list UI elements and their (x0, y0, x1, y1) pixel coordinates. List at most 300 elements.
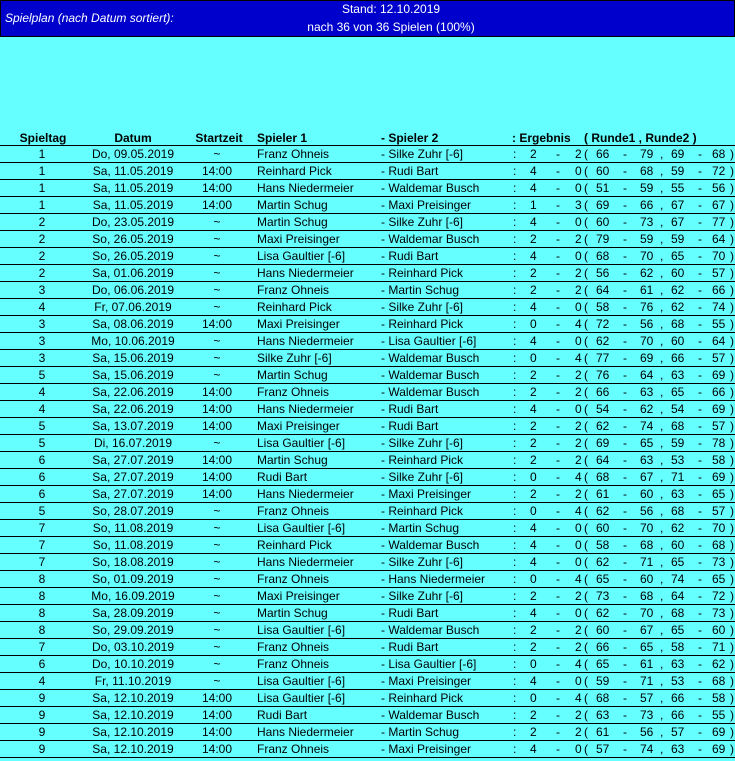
separator: ( (584, 572, 588, 586)
runde1-home: 73 (596, 589, 610, 603)
runde1-away: 56 (640, 504, 654, 518)
runde2-home: 66 (671, 691, 685, 705)
runde1-away: 70 (640, 334, 654, 348)
separator: - (623, 283, 627, 297)
separator: - (556, 521, 560, 535)
ergebnis-away: 4 (575, 470, 582, 484)
spieler1-cell: Silke Zuhr [-6] (257, 351, 332, 365)
ergebnis-away: 2 (575, 368, 582, 382)
runde1-home: 60 (596, 164, 610, 178)
runde1-away: 68 (640, 164, 654, 178)
runde2-away: 69 (712, 742, 726, 756)
separator: : (513, 283, 517, 297)
separator: ) (730, 334, 734, 348)
ergebnis-away: 2 (575, 623, 582, 637)
runde2-away: 65 (712, 487, 726, 501)
runde1-home: 58 (596, 300, 610, 314)
separator: - (698, 351, 702, 365)
separator: - (623, 572, 627, 586)
startzeit-cell: 14:00 (201, 725, 233, 739)
datum-cell: So, 11.08.2019 (92, 538, 174, 552)
spieler1-cell: Reinhard Pick (257, 164, 332, 178)
separator: ) (730, 300, 734, 314)
separator: , (660, 742, 664, 756)
separator: - (698, 470, 702, 484)
ergebnis-home: 0 (530, 317, 537, 331)
separator: - (698, 147, 702, 161)
stand-date: Stand: 12.10.2019 (341, 2, 441, 16)
separator: , (660, 538, 664, 552)
separator: - (623, 198, 627, 212)
startzeit-cell: ~ (213, 436, 221, 450)
runde1-away: 67 (640, 470, 654, 484)
separator: : (513, 725, 517, 739)
separator: ) (730, 232, 734, 246)
separator: , (660, 572, 664, 586)
separator: : (513, 317, 517, 331)
table-row (0, 656, 735, 673)
separator: : (513, 181, 517, 195)
datum-cell: Do, 03.10.2019 (91, 640, 175, 654)
spieler2-cell: - Waldemar Busch (381, 385, 480, 399)
spieler1-cell: Lisa Gaultier [-6] (257, 436, 346, 450)
separator: ( (584, 555, 588, 569)
separator: - (623, 742, 627, 756)
col-header-runden: ( Runde1 , Runde2 ) (584, 131, 697, 145)
page-title: Spielplan (nach Datum sortiert): (5, 11, 174, 25)
ergebnis-home: 2 (530, 283, 537, 297)
separator: ) (730, 538, 734, 552)
separator: : (513, 198, 517, 212)
ergebnis-home: 2 (530, 640, 537, 654)
separator: ) (730, 555, 734, 569)
separator: : (513, 436, 517, 450)
separator: - (698, 674, 702, 688)
ergebnis-home: 0 (530, 691, 537, 705)
spieler1-cell: Hans Niedermeier (257, 555, 354, 569)
runde1-away: 74 (640, 742, 654, 756)
runde2-away: 68 (712, 674, 726, 688)
spieler1-cell: Hans Niedermeier (257, 266, 354, 280)
table-row (0, 384, 735, 401)
separator: : (513, 623, 517, 637)
table-row (0, 639, 735, 656)
spieler2-cell: - Maxi Preisinger (381, 198, 472, 212)
spieler1-cell: Maxi Preisinger (257, 419, 340, 433)
separator: - (623, 504, 627, 518)
separator: , (660, 640, 664, 654)
startzeit-cell: ~ (213, 266, 221, 280)
separator: , (660, 368, 664, 382)
startzeit-cell: 14:00 (201, 708, 233, 722)
separator: - (698, 521, 702, 535)
separator: - (623, 691, 627, 705)
ergebnis-away: 2 (575, 283, 582, 297)
spieltag-cell: 7 (38, 521, 46, 535)
table-row (0, 401, 735, 418)
runde2-away: 72 (712, 589, 726, 603)
separator: - (698, 419, 702, 433)
spieltag-cell: 5 (38, 368, 46, 382)
separator: - (556, 232, 560, 246)
spieltag-cell: 7 (38, 538, 46, 552)
datum-cell: So, 28.07.2019 (92, 504, 174, 518)
ergebnis-home: 4 (530, 538, 537, 552)
table-row (0, 486, 735, 503)
separator: ) (730, 402, 734, 416)
spieler1-cell: Hans Niedermeier (257, 181, 354, 195)
separator: ( (584, 232, 588, 246)
datum-cell: Sa, 28.09.2019 (92, 606, 174, 620)
separator: : (513, 249, 517, 263)
ergebnis-away: 2 (575, 436, 582, 450)
ergebnis-away: 0 (575, 521, 582, 535)
datum-cell: So, 01.09.2019 (92, 572, 174, 586)
separator: - (623, 385, 627, 399)
spieler1-cell: Reinhard Pick (257, 300, 332, 314)
spieler1-cell: Lisa Gaultier [-6] (257, 249, 346, 263)
runde1-away: 73 (640, 215, 654, 229)
runde2-home: 59 (671, 436, 685, 450)
datum-cell: So, 29.09.2019 (92, 623, 174, 637)
runde1-home: 61 (596, 725, 610, 739)
separator: - (623, 453, 627, 467)
spieltag-cell: 9 (38, 708, 46, 722)
separator: - (623, 436, 627, 450)
spieler1-cell: Martin Schug (257, 368, 328, 382)
table-row (0, 554, 735, 571)
runde2-away: 57 (712, 266, 726, 280)
spieler1-cell: Hans Niedermeier (257, 402, 354, 416)
separator: , (660, 232, 664, 246)
separator: - (623, 487, 627, 501)
spieltag-cell: 2 (38, 232, 46, 246)
ergebnis-away: 2 (575, 640, 582, 654)
ergebnis-away: 4 (575, 691, 582, 705)
datum-cell: Sa, 11.05.2019 (92, 198, 174, 212)
ergebnis-away: 0 (575, 555, 582, 569)
runde2-away: 57 (712, 419, 726, 433)
spieltag-cell: 2 (38, 215, 46, 229)
runde1-away: 59 (640, 181, 654, 195)
ergebnis-home: 0 (530, 504, 537, 518)
runde1-home: 72 (596, 317, 610, 331)
separator: - (698, 606, 702, 620)
runde1-home: 62 (596, 334, 610, 348)
spieler2-cell: - Maxi Preisinger (381, 674, 472, 688)
datum-cell: Sa, 27.07.2019 (92, 470, 174, 484)
spieler1-cell: Franz Ohneis (257, 147, 330, 161)
separator: ) (730, 147, 734, 161)
runde2-away: 57 (712, 351, 726, 365)
ergebnis-home: 4 (530, 402, 537, 416)
col-header-spieler1: Spieler 1 (257, 131, 308, 145)
runde1-home: 69 (596, 198, 610, 212)
separator: : (513, 470, 517, 484)
separator: - (556, 623, 560, 637)
startzeit-cell: 14:00 (201, 487, 233, 501)
table-header-row (0, 130, 735, 146)
ergebnis-away: 0 (575, 215, 582, 229)
spieler2-cell: - Martin Schug (381, 725, 460, 739)
separator: - (698, 589, 702, 603)
runde1-away: 64 (640, 368, 654, 382)
separator: , (660, 419, 664, 433)
table-row (0, 503, 735, 520)
runde1-away: 59 (640, 232, 654, 246)
spieler2-cell: - Waldemar Busch (381, 232, 480, 246)
separator: , (660, 657, 664, 671)
runde2-home: 65 (671, 623, 685, 637)
spieler2-cell: - Reinhard Pick (381, 691, 464, 705)
separator: - (698, 657, 702, 671)
separator: - (556, 419, 560, 433)
startzeit-cell: 14:00 (201, 402, 233, 416)
separator: - (698, 300, 702, 314)
separator: ) (730, 436, 734, 450)
separator: : (513, 300, 517, 314)
separator: , (660, 487, 664, 501)
separator: - (556, 317, 560, 331)
runde1-away: 69 (640, 351, 654, 365)
table-row (0, 452, 735, 469)
spieltag-cell: 5 (38, 436, 46, 450)
runde1-home: 65 (596, 572, 610, 586)
separator: - (698, 198, 702, 212)
separator: ( (584, 725, 588, 739)
spieler1-cell: Hans Niedermeier (257, 487, 354, 501)
runde1-home: 58 (596, 538, 610, 552)
spieler2-cell: - Waldemar Busch (381, 538, 480, 552)
separator: - (556, 453, 560, 467)
startzeit-cell: ~ (213, 606, 221, 620)
separator: ( (584, 623, 588, 637)
spieler2-cell: - Silke Zuhr [-6] (381, 436, 464, 450)
separator: : (513, 368, 517, 382)
separator: - (698, 266, 702, 280)
runde2-home: 65 (671, 555, 685, 569)
spieler1-cell: Franz Ohneis (257, 742, 330, 756)
datum-cell: Sa, 13.07.2019 (92, 419, 174, 433)
datum-cell: Fr, 11.10.2019 (94, 674, 172, 688)
separator: - (556, 300, 560, 314)
separator: , (660, 589, 664, 603)
runde1-home: 69 (596, 436, 610, 450)
separator: ) (730, 419, 734, 433)
startzeit-cell: ~ (213, 232, 221, 246)
startzeit-cell: ~ (213, 249, 221, 263)
separator: - (556, 368, 560, 382)
separator: - (698, 368, 702, 382)
startzeit-cell: ~ (213, 589, 221, 603)
runde1-home: 62 (596, 606, 610, 620)
runde1-away: 70 (640, 249, 654, 263)
ergebnis-away: 4 (575, 572, 582, 586)
runde1-away: 56 (640, 317, 654, 331)
datum-cell: Sa, 11.05.2019 (92, 164, 174, 178)
datum-cell: So, 11.08.2019 (92, 521, 174, 535)
separator: - (698, 215, 702, 229)
runde2-away: 73 (712, 555, 726, 569)
separator: - (698, 317, 702, 331)
runde2-away: 74 (712, 300, 726, 314)
separator: ) (730, 657, 734, 671)
runde2-home: 68 (671, 606, 685, 620)
separator: - (698, 283, 702, 297)
separator: , (660, 181, 664, 195)
spieler2-cell: - Waldemar Busch (381, 623, 480, 637)
separator: ( (584, 385, 588, 399)
runde1-home: 68 (596, 249, 610, 263)
runde1-home: 54 (596, 402, 610, 416)
startzeit-cell: ~ (213, 623, 221, 637)
datum-cell: Do, 23.05.2019 (91, 215, 175, 229)
spieler1-cell: Maxi Preisinger (257, 232, 340, 246)
separator: : (513, 708, 517, 722)
separator: , (660, 351, 664, 365)
startzeit-cell: ~ (213, 538, 221, 552)
ergebnis-home: 4 (530, 249, 537, 263)
ergebnis-home: 0 (530, 572, 537, 586)
spieler1-cell: Reinhard Pick (257, 538, 332, 552)
runde1-away: 74 (640, 419, 654, 433)
separator: - (623, 674, 627, 688)
ergebnis-home: 4 (530, 164, 537, 178)
runde1-away: 62 (640, 266, 654, 280)
table-row (0, 690, 735, 707)
ergebnis-away: 2 (575, 419, 582, 433)
spieltag-cell: 1 (38, 198, 46, 212)
ergebnis-home: 4 (530, 606, 537, 620)
separator: - (698, 334, 702, 348)
separator: : (513, 538, 517, 552)
separator: - (623, 589, 627, 603)
spieler1-cell: Franz Ohneis (257, 640, 330, 654)
spieler1-cell: Martin Schug (257, 198, 328, 212)
ergebnis-home: 4 (530, 742, 537, 756)
runde1-away: 62 (640, 402, 654, 416)
spieltag-cell: 2 (38, 249, 46, 263)
separator: - (623, 232, 627, 246)
separator: ( (584, 708, 588, 722)
runde1-home: 59 (596, 674, 610, 688)
spieler2-cell: - Hans Niedermeier (381, 572, 486, 586)
startzeit-cell: ~ (213, 334, 221, 348)
separator: - (623, 368, 627, 382)
startzeit-cell: 14:00 (201, 385, 233, 399)
ergebnis-home: 2 (530, 266, 537, 280)
ergebnis-home: 0 (530, 657, 537, 671)
spieler2-cell: - Waldemar Busch (381, 708, 480, 722)
runde1-home: 66 (596, 147, 610, 161)
startzeit-cell: 14:00 (201, 691, 233, 705)
runde1-away: 61 (640, 283, 654, 297)
table-row (0, 231, 735, 248)
separator: ( (584, 691, 588, 705)
separator: ( (584, 147, 588, 161)
table-row (0, 350, 735, 367)
ergebnis-home: 2 (530, 147, 537, 161)
separator: ( (584, 300, 588, 314)
separator: ) (730, 385, 734, 399)
runde2-away: 69 (712, 470, 726, 484)
separator: - (556, 606, 560, 620)
datum-cell: Sa, 15.06.2019 (92, 368, 174, 382)
separator: - (556, 402, 560, 416)
runde1-away: 70 (640, 606, 654, 620)
runde2-home: 53 (671, 674, 685, 688)
separator: - (698, 691, 702, 705)
startzeit-cell: ~ (213, 351, 221, 365)
table-row (0, 435, 735, 452)
table-row (0, 282, 735, 299)
ergebnis-home: 2 (530, 368, 537, 382)
separator: - (556, 470, 560, 484)
runde2-away: 69 (712, 402, 726, 416)
datum-cell: Sa, 12.10.2019 (92, 725, 174, 739)
table-body (0, 146, 735, 758)
spieler1-cell: Rudi Bart (257, 470, 308, 484)
separator: - (556, 504, 560, 518)
runde2-home: 60 (671, 266, 685, 280)
datum-cell: Sa, 11.05.2019 (92, 181, 174, 195)
ergebnis-home: 2 (530, 385, 537, 399)
separator: ( (584, 334, 588, 348)
separator: ) (730, 181, 734, 195)
separator: ( (584, 402, 588, 416)
spieltag-cell: 7 (38, 555, 46, 569)
spieler1-cell: Hans Niedermeier (257, 334, 354, 348)
separator: - (698, 725, 702, 739)
runde2-home: 67 (671, 215, 685, 229)
ergebnis-home: 2 (530, 623, 537, 637)
runde1-home: 60 (596, 215, 610, 229)
datum-cell: Mo, 10.06.2019 (91, 334, 175, 348)
header-bar (0, 0, 735, 37)
spieler2-cell: - Waldemar Busch (381, 181, 480, 195)
spieler2-cell: - Waldemar Busch (381, 368, 480, 382)
startzeit-cell: ~ (213, 147, 221, 161)
separator: ( (584, 521, 588, 535)
runde2-away: 65 (712, 572, 726, 586)
separator: ( (584, 504, 588, 518)
separator: ) (730, 674, 734, 688)
separator: - (556, 691, 560, 705)
runde1-home: 60 (596, 623, 610, 637)
separator: , (660, 402, 664, 416)
runde2-home: 71 (671, 470, 685, 484)
ergebnis-home: 2 (530, 725, 537, 739)
table-row (0, 180, 735, 197)
separator: - (556, 164, 560, 178)
separator: ( (584, 283, 588, 297)
startzeit-cell: ~ (213, 555, 221, 569)
ergebnis-away: 0 (575, 402, 582, 416)
runde2-home: 69 (671, 147, 685, 161)
spieler1-cell: Lisa Gaultier [-6] (257, 691, 346, 705)
spieltag-cell: 2 (38, 266, 46, 280)
separator: - (698, 385, 702, 399)
runde1-home: 66 (596, 385, 610, 399)
runde1-away: 68 (640, 589, 654, 603)
spieltag-cell: 3 (38, 351, 46, 365)
runde1-home: 62 (596, 504, 610, 518)
runde2-away: 67 (712, 198, 726, 212)
separator: ) (730, 351, 734, 365)
spieler2-cell: - Lisa Gaultier [-6] (381, 334, 477, 348)
runde1-home: 62 (596, 419, 610, 433)
startzeit-cell: 14:00 (201, 742, 233, 756)
